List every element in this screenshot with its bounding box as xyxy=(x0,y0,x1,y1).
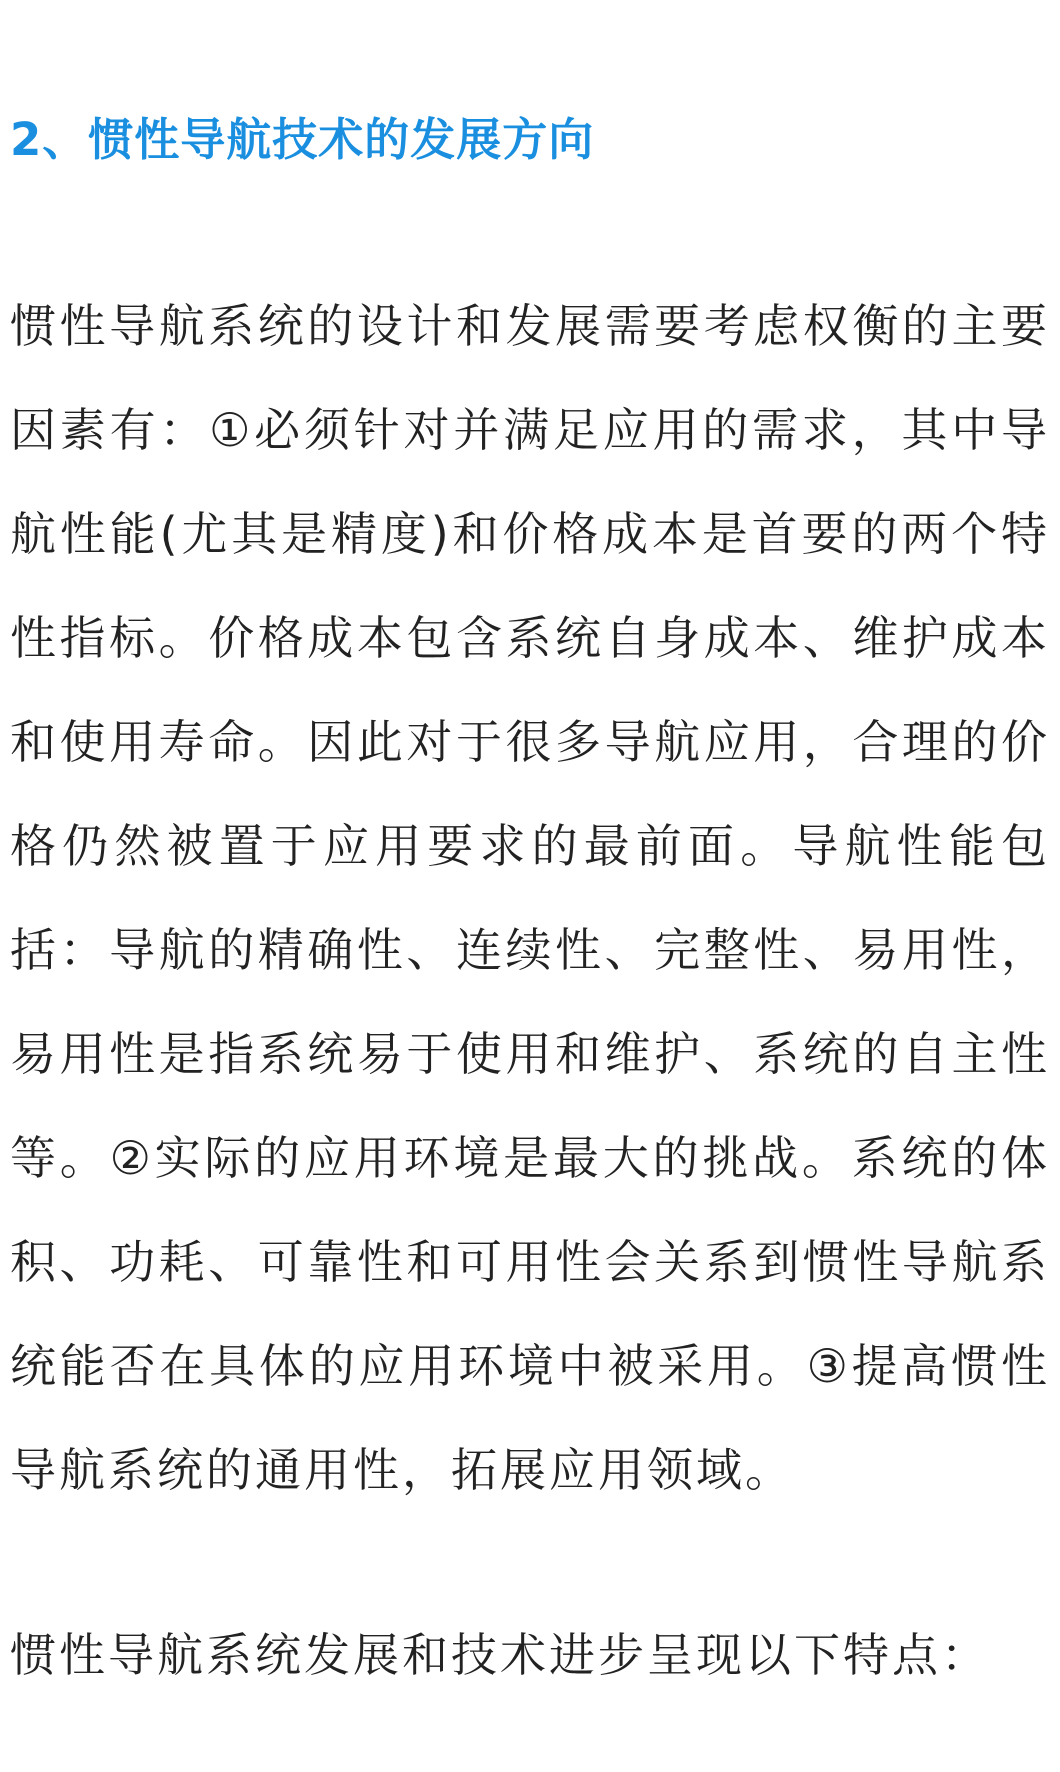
paragraph-development-features: 惯性导航系统发展和技术进步呈现以下特点： xyxy=(10,1628,990,1682)
section-heading: 2、惯性导航技术的发展方向 xyxy=(10,113,595,166)
paragraph-design-factors: 惯性导航系统的设计和发展需要考虑权衡的主要因素有：①必须针对并满足应用的需求，其中导航性能(尤其是精度)和价格成本是首要的两个特性指标。价格成本包含系统自身成本、维护成本和使用寿命。因此对于很多导航应用，合理的价格仍然被置于应用要求的最前面。导航性能包括：导航的精确性、连续性、完整性、易用性，易用性是指系统易于使用和维护、系统的自主性等。②实际的应用环境是最大的挑战。系统的体积、功耗、可靠性和可用性会关系到惯性导航系统能否在具体的应用环境中被采用。③提高惯性导航系统的通用性，拓展应用领域。 xyxy=(10,299,1050,1497)
